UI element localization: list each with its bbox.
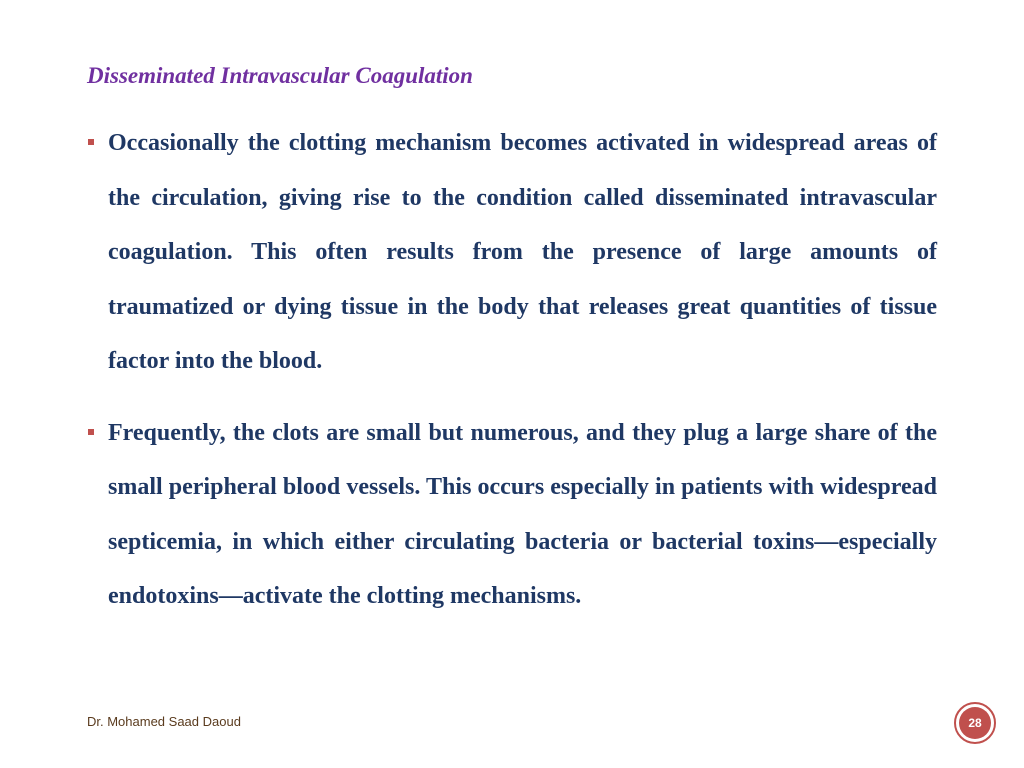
square-bullet-icon xyxy=(88,139,94,145)
footer-author: Dr. Mohamed Saad Daoud xyxy=(87,714,241,729)
page-number-badge xyxy=(954,702,996,744)
bullet-list xyxy=(87,116,937,624)
slide-title: Disseminated Intravascular Coagulation xyxy=(87,63,473,88)
bullet-text: Occasionally the clotting mechanism becomes activated in widespread areas of the circulation, giving rise to the condition called disseminated intravascular coagulation. This often results from the presence of large amounts of traumatized or dying tissue in the body that releases great quantities of tissue factor into the blood. xyxy=(108,130,937,374)
bullet-item xyxy=(87,116,937,389)
square-bullet-icon xyxy=(88,429,94,435)
page-number: 28 xyxy=(959,707,991,739)
bullet-text: Frequently, the clots are small but numerous, and they plug a large share of the small peripheral blood vessels. This occurs especially in patients with widespread septicemia, in which either circulating bacteria or bacterial toxins—especially endotoxins—activate the clotting mechanisms. xyxy=(108,419,937,609)
bullet-item xyxy=(87,406,937,624)
